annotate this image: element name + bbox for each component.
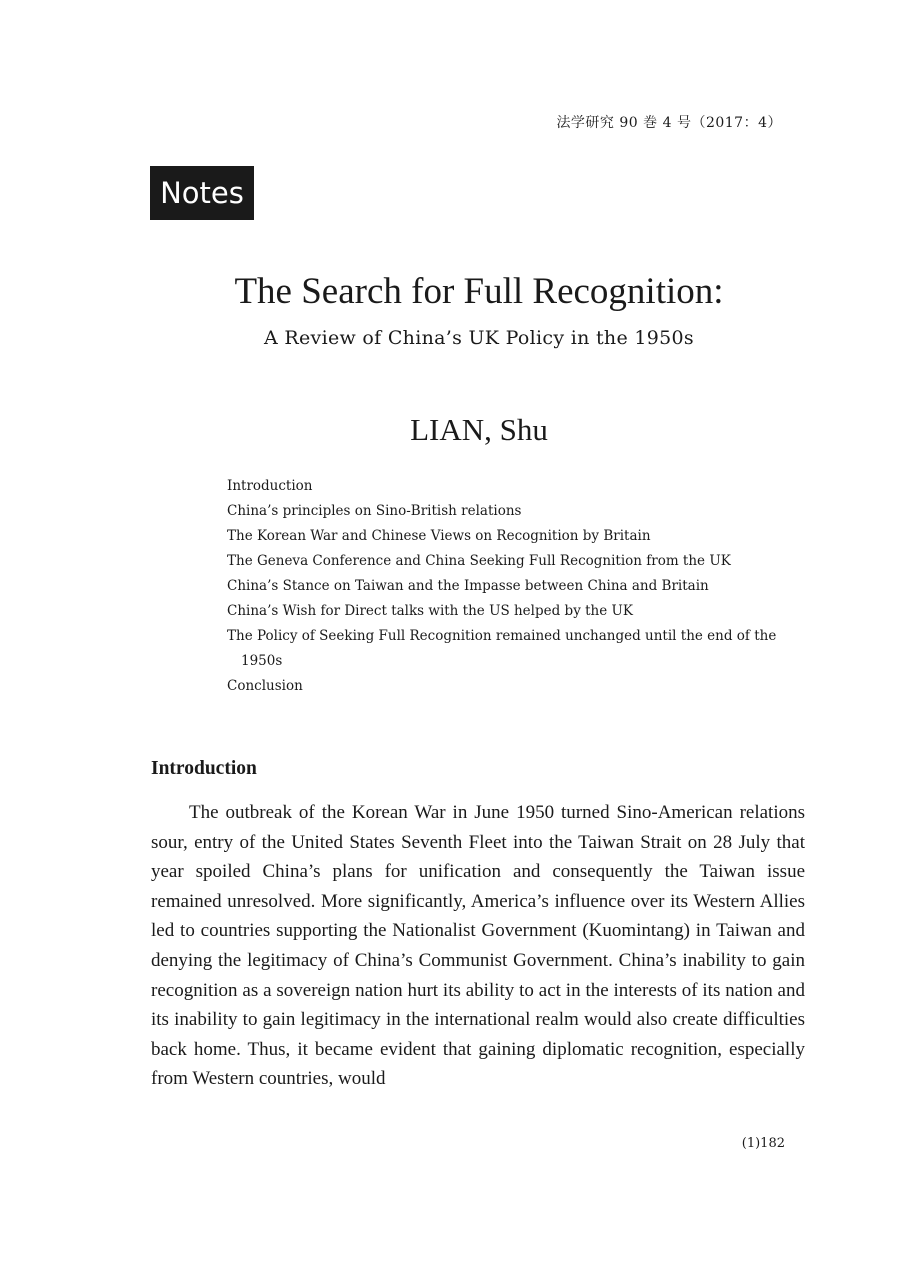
toc-item [227,474,805,499]
toc-item [227,624,805,674]
toc-item [227,549,805,574]
toc-item-text: The Geneva Conference and China Seeking Full Recognition from the UK [227,553,731,569]
toc-item-text: The Korean War and Chinese Views on Recognition by Britain [227,528,651,544]
toc-item-text: China’s Wish for Direct talks with the US helped by the UK [227,603,633,619]
section-badge: Notes [150,166,254,220]
toc-item [227,499,805,524]
article-title: The Search for Full Recognition: [234,271,724,312]
article-subtitle: A Review of China’s UK Policy in the 1950s [264,327,694,349]
table-of-contents [227,474,805,699]
toc-item [227,574,805,599]
introduction-paragraph: The outbreak of the Korean War in June 1950 turned Sino-American relations sour, entry of the United States Seventh Fleet into the Taiwan Strait on 28 July that year spoiled China’s plans for unification and consequently the Taiwan issue remained unresolved. More significantly, America’s influence over its Western Allies led to countries supporting the Nationalist Government (Kuomintang) in Taiwan and denying the legitimacy of China’s Communist Government. China’s inability to gain recognition as a sovereign nation hurt its ability to act in the interests of its nation and its inability to gain legitimacy in the international realm would also create difficulties back home. Thus, it became evident that gaining diplomatic recognition, especially from Western countries, would [151,802,805,1090]
page-number: (1)182 [741,1136,785,1151]
article-author: LIAN, Shu [410,412,548,447]
section-heading-introduction: Introduction [151,758,257,779]
toc-item [227,524,805,549]
toc-item-continuation: 1950s [241,653,283,669]
journal-reference: 法学研究 90 巻 4 号（2017：4） [556,115,782,131]
toc-item [227,674,805,699]
toc-item-text: The Policy of Seeking Full Recognition remained unchanged until the end of the [227,628,777,644]
toc-item-text: Conclusion [227,678,303,694]
toc-item-text: China’s Stance on Taiwan and the Impasse between China and Britain [227,578,709,594]
toc-item-text: Introduction [227,478,313,494]
toc-item [227,599,805,624]
toc-item-text: China’s principles on Sino-British relations [227,503,522,519]
